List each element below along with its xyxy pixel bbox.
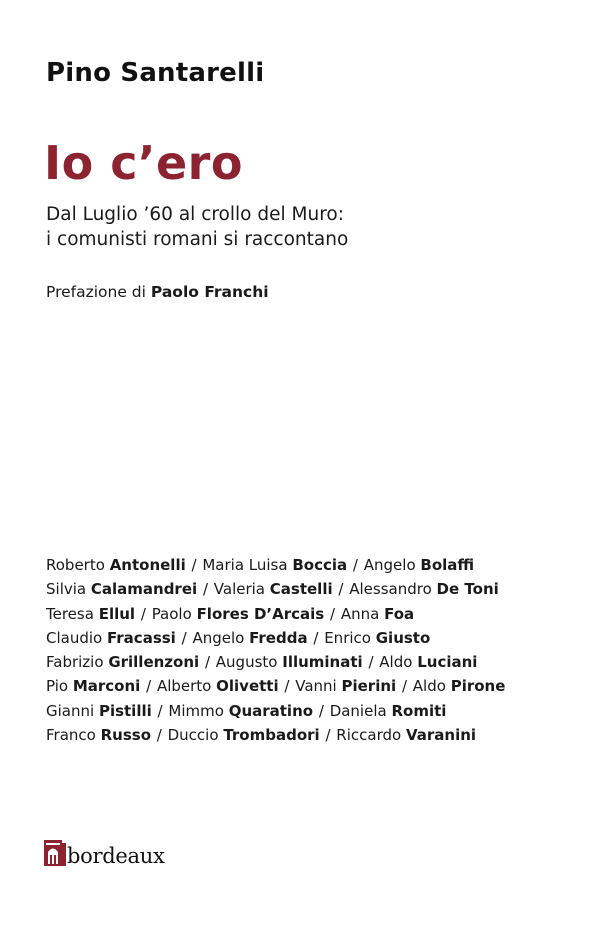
contributor	[46, 677, 140, 695]
contributor-surname: Romiti	[391, 701, 447, 720]
contributor	[330, 702, 447, 720]
contributor-first-name: Mimmo	[168, 701, 224, 720]
contributor-first-name: Valeria	[213, 580, 265, 599]
contributor-first-name: Vanni	[295, 677, 337, 696]
contributor-surname: Ellul	[98, 604, 136, 623]
contributor-first-name: Pio	[46, 677, 69, 696]
name-separator: /	[325, 726, 331, 745]
contributor	[168, 726, 320, 744]
contributor-surname: Trombadori	[223, 726, 320, 745]
contributor	[46, 580, 197, 598]
name-separator: /	[330, 604, 336, 623]
name-separator: /	[181, 628, 187, 647]
publisher-name: bordeaux	[67, 844, 165, 868]
contributor-first-name: Fabrizio	[46, 653, 104, 672]
contributor-surname: Antonelli	[109, 556, 186, 574]
name-separator: /	[401, 677, 407, 696]
contributor	[349, 580, 499, 598]
name-separator: /	[191, 556, 197, 574]
name-separator: /	[204, 653, 210, 672]
contributor-first-name: Roberto	[46, 556, 105, 574]
contributor-first-name: Angelo	[363, 556, 416, 574]
contributor-surname: Fredda	[249, 628, 308, 647]
subtitle-line-1: Dal Luglio ’60 al crollo del Muro:	[46, 204, 344, 225]
contributor-first-name: Teresa	[46, 604, 94, 623]
contributor-surname: Illuminati	[282, 653, 363, 672]
contributor	[336, 726, 476, 744]
contributor-line	[46, 602, 505, 626]
contributor-surname: Pistilli	[98, 701, 152, 720]
contributor	[202, 556, 347, 574]
contributor-surname: Boccia	[292, 556, 348, 574]
contributor	[46, 605, 135, 623]
name-separator: /	[146, 677, 152, 696]
contributor-first-name: Angelo	[192, 628, 245, 647]
book-subtitle	[46, 202, 348, 252]
contributor-first-name: Silvia	[46, 580, 87, 599]
name-separator: /	[284, 677, 290, 696]
preface-credit	[46, 283, 269, 301]
contributor	[46, 653, 199, 671]
contributor-first-name: Alessandro	[349, 580, 432, 599]
contributor-line	[46, 577, 505, 601]
contributor-line	[46, 699, 505, 723]
name-separator: /	[156, 726, 162, 745]
subtitle-line-2: i comunisti romani si raccontano	[46, 229, 349, 250]
contributor-line	[46, 626, 505, 650]
contributor-surname: Calamandrei	[90, 580, 198, 599]
contributor	[214, 580, 333, 598]
contributor-surname: De Toni	[436, 580, 499, 599]
contributor-first-name: Maria Luisa	[202, 556, 288, 574]
contributor-line	[46, 723, 505, 747]
contributor-first-name: Augusto	[215, 653, 278, 672]
contributor	[341, 605, 414, 623]
contributor-line	[46, 553, 505, 577]
contributor-surname: Foa	[384, 604, 415, 623]
contributor-line	[46, 650, 505, 674]
contributor	[413, 677, 506, 695]
contributor	[324, 629, 430, 647]
name-separator: /	[318, 701, 324, 720]
name-separator: /	[202, 580, 208, 599]
contributor-surname: Varanini	[405, 726, 477, 745]
contributor	[295, 677, 396, 695]
name-separator: /	[352, 556, 358, 574]
contributor-surname: Grillenzoni	[108, 653, 200, 672]
name-separator: /	[338, 580, 344, 599]
publisher-mark	[44, 840, 164, 866]
name-separator: /	[368, 653, 374, 672]
author-name: Pino Santarelli	[46, 58, 265, 88]
contributor-surname: Castelli	[269, 580, 333, 599]
contributor-first-name: Aldo	[379, 653, 413, 672]
contributor	[46, 556, 186, 574]
contributor-surname: Marconi	[72, 677, 141, 696]
contributor-first-name: Daniela	[329, 701, 387, 720]
contributor-surname: Fracassi	[107, 628, 176, 647]
name-separator: /	[140, 604, 146, 623]
contributor-first-name: Alberto	[156, 677, 212, 696]
contributor-first-name: Riccardo	[336, 726, 402, 745]
contributor	[152, 605, 325, 623]
contributor	[157, 677, 279, 695]
contributor-first-name: Claudio	[46, 628, 103, 647]
contributor	[216, 653, 363, 671]
name-separator: /	[313, 628, 319, 647]
contributor-surname: Russo	[100, 726, 151, 745]
book-arch-logo-icon	[44, 840, 66, 866]
contributor-surname: Flores D’Arcais	[196, 604, 325, 623]
contributor	[168, 702, 313, 720]
contributor-surname: Pirone	[450, 677, 506, 696]
contributor-surname: Giusto	[375, 628, 431, 647]
book-title: Io c’ero	[44, 136, 243, 190]
contributor	[46, 726, 151, 744]
contributor-surname: Pierini	[341, 677, 397, 696]
contributor	[192, 629, 307, 647]
contributor-surname: Bolaffi	[420, 556, 475, 574]
contributor-first-name: Franco	[46, 726, 96, 745]
contributor-first-name: Aldo	[412, 677, 446, 696]
contributor	[46, 629, 176, 647]
contributor-first-name: Gianni	[46, 701, 95, 720]
contributor-surname: Quaratino	[228, 701, 314, 720]
preface-prefix: Prefazione di	[46, 283, 146, 301]
preface-author: Paolo Franchi	[150, 283, 269, 301]
contributor-first-name: Anna	[340, 604, 380, 623]
contributor-surname: Olivetti	[216, 677, 279, 696]
contributor-first-name: Enrico	[324, 628, 371, 647]
contributor	[364, 556, 474, 574]
name-separator: /	[157, 701, 163, 720]
contributor-first-name: Duccio	[167, 726, 219, 745]
contributor-line	[46, 674, 505, 698]
contributors-list	[46, 553, 505, 747]
contributor-surname: Luciani	[417, 653, 478, 672]
contributor	[379, 653, 477, 671]
contributor	[46, 702, 152, 720]
contributor-first-name: Paolo	[151, 604, 192, 623]
